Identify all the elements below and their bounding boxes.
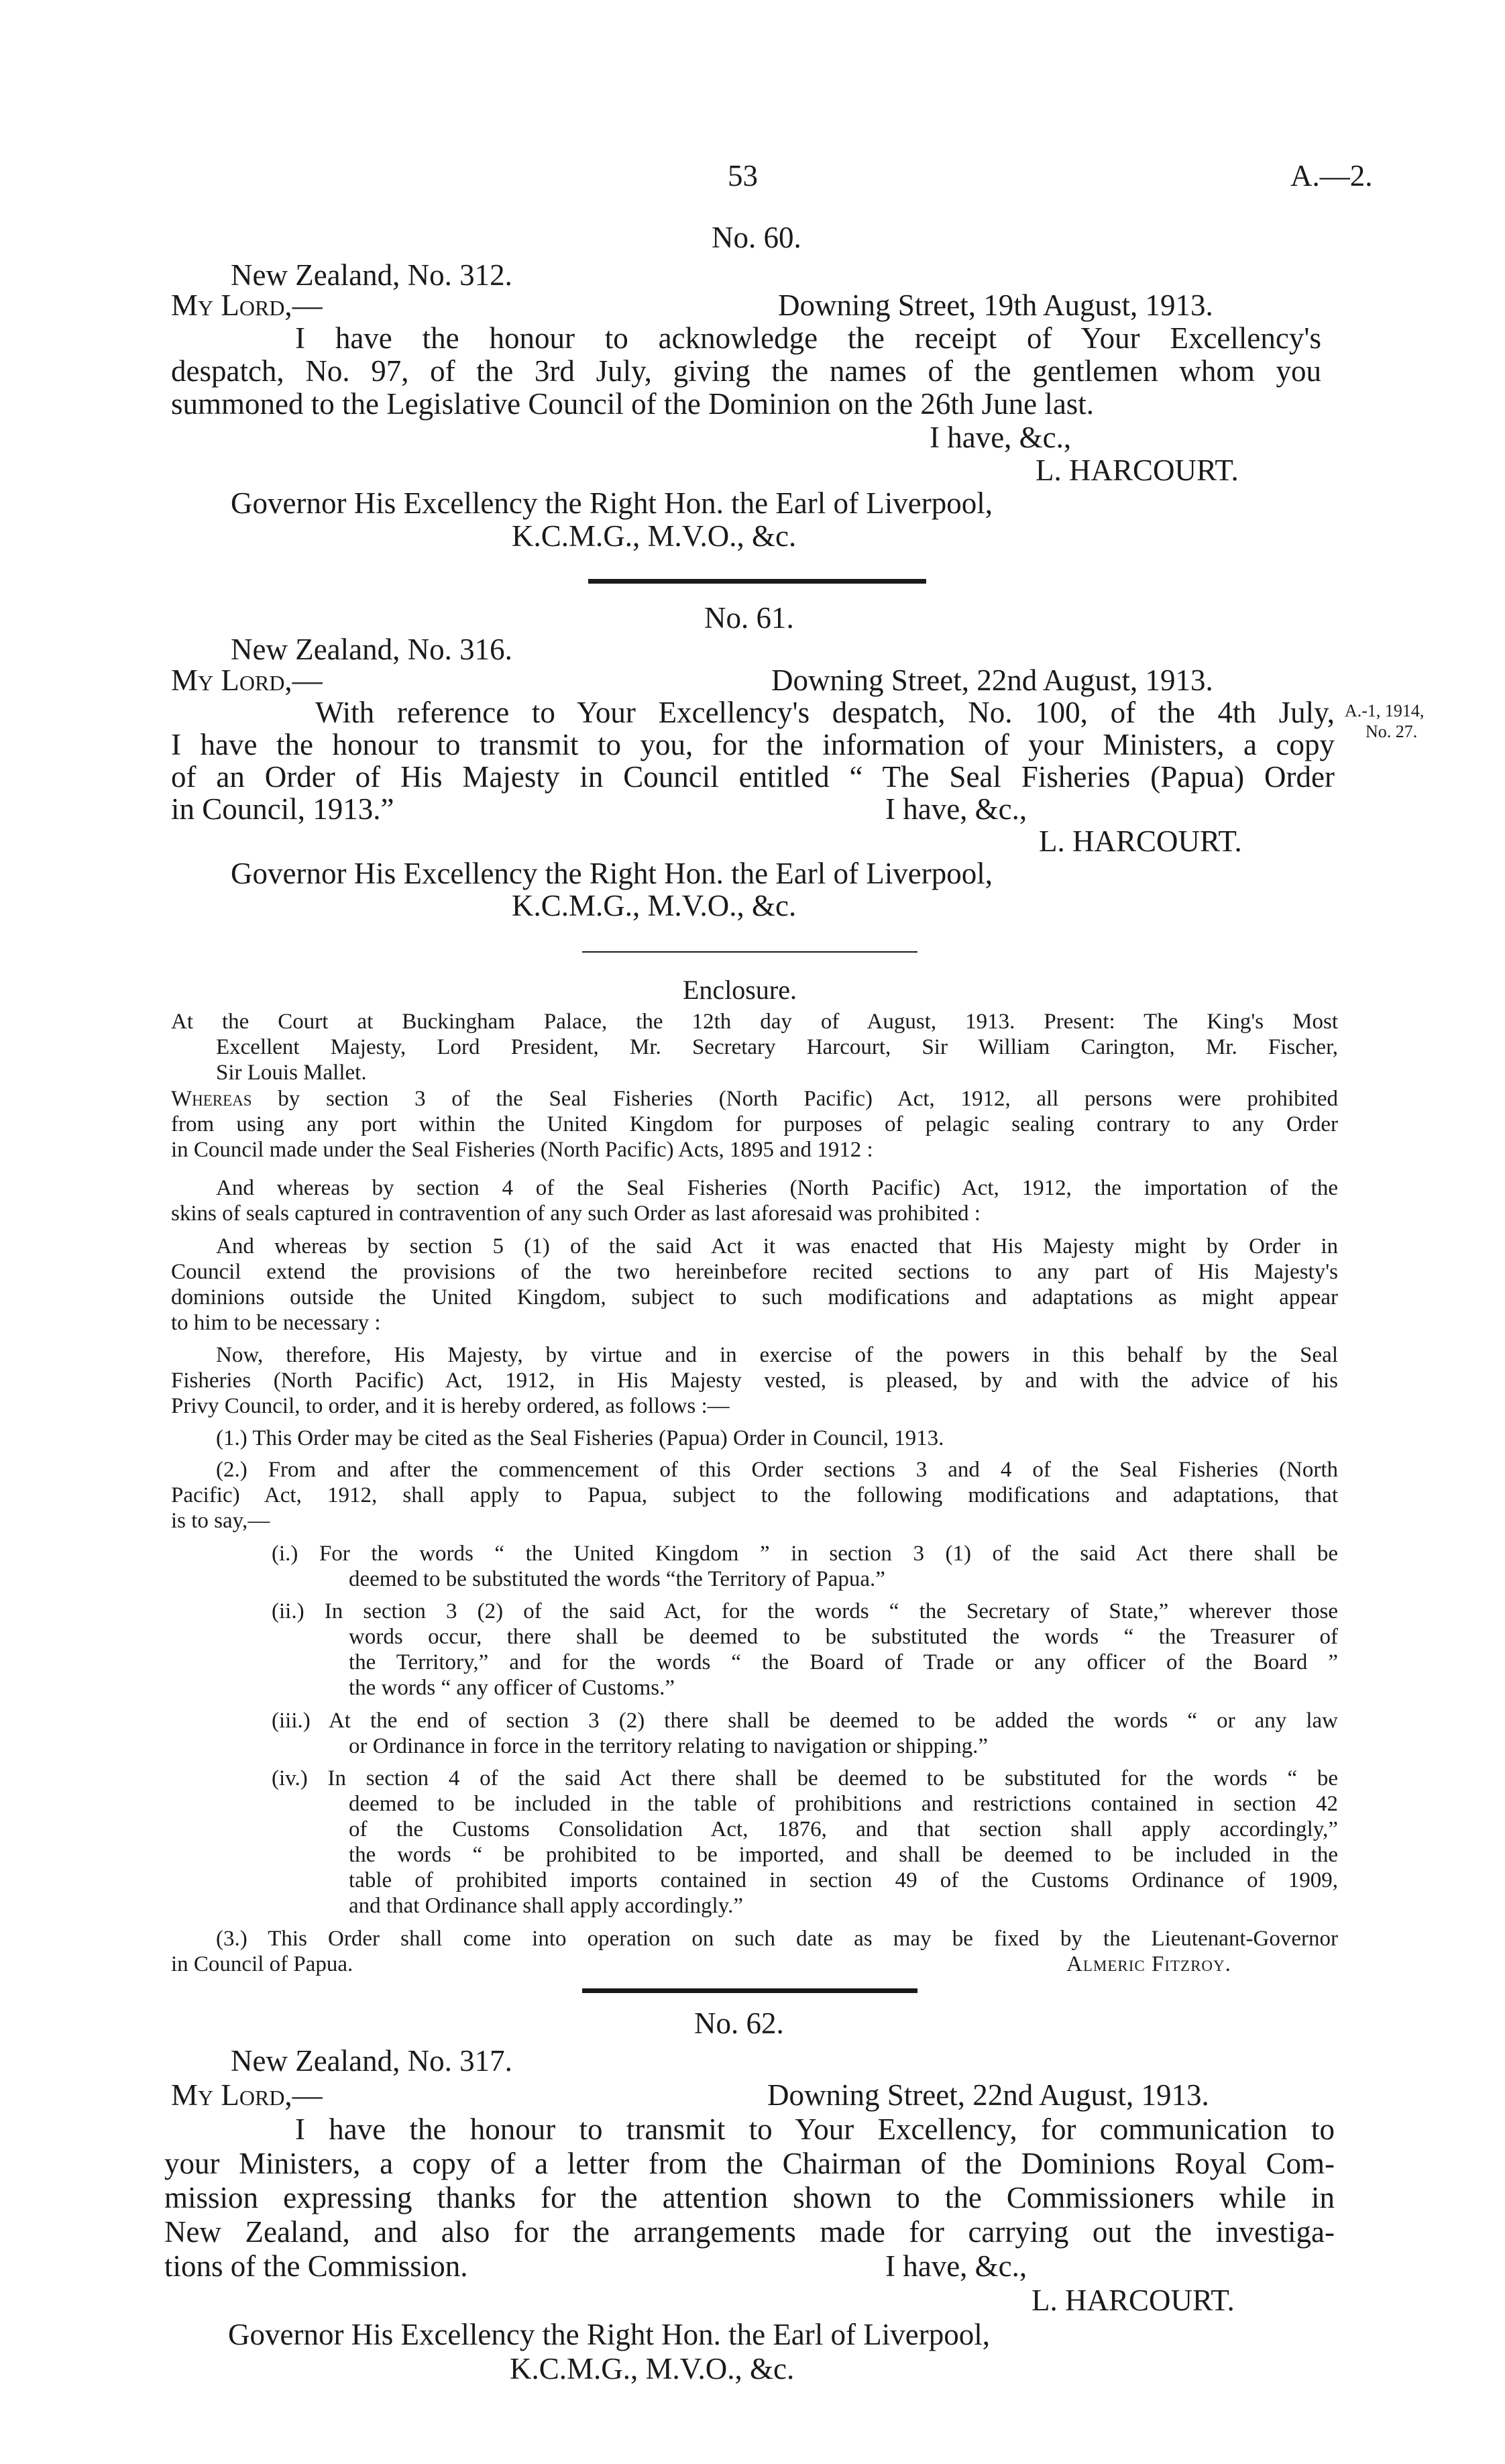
enclosure-line: Excellent Majesty, Lord President, Mr. Secretary Harcourt, Sir William Carington, Mr. Fischer, xyxy=(216,1035,1338,1059)
enclosure-line: And whereas by section 5 (1) of the said Act it was enacted that His Majesty might by Order in xyxy=(216,1234,1338,1258)
enclosure-line: Sir Louis Mallet. xyxy=(216,1061,367,1085)
enclosure-line: (iii.) At the end of section 3 (2) there shall be deemed to be added the words “ or any law xyxy=(272,1709,1338,1733)
enclosure-line: from using any port within the United Kingdom for purposes of pelagic sealing contrary to any Order xyxy=(171,1112,1338,1136)
enclosure-line: table of prohibited imports contained in section 49 of the Customs Ordinance of 1909, xyxy=(349,1868,1338,1892)
section-divider xyxy=(582,1988,917,1993)
letter-body-line: your Ministers, a copy of a letter from the Chairman of the Dominions Royal Com- xyxy=(164,2147,1335,2180)
enclosure-heading: Enclosure. xyxy=(683,975,797,1005)
enclosure-line: deemed to be substituted the words “the Territory of Papua.” xyxy=(349,1567,885,1591)
letter-body-line: I have the honour to acknowledge the receipt of Your Excellency's xyxy=(295,321,1321,355)
closing: I have, &c., xyxy=(930,421,1072,454)
letter-body-line: I have the honour to transmit to Your Excellency, for communication to xyxy=(295,2112,1335,2146)
enclosure-line: in Council made under the Seal Fisheries (North Pacific) Acts, 1895 and 1912 : xyxy=(171,1138,873,1162)
letter-number: No. 62. xyxy=(694,2006,784,2040)
salutation: My Lord,— xyxy=(171,663,323,697)
letter-ref: New Zealand, No. 316. xyxy=(231,633,512,666)
salutation: My Lord,— xyxy=(171,2078,323,2112)
closing: I have, &c., xyxy=(885,2249,1027,2283)
enclosure-line: the Territory,” and for the words “ the Board of Trade or any officer of the Board ” xyxy=(349,1650,1338,1674)
letter-number: No. 61. xyxy=(704,601,794,635)
letter-body-line: in Council, 1913.” xyxy=(171,792,394,826)
addressee: Governor His Excellency the Right Hon. the Earl of Liverpool, xyxy=(228,2318,990,2351)
signature: L. HARCOURT. xyxy=(1039,824,1242,858)
letter-body-line: summoned to the Legislative Council of the Dominion on the 26th June last. xyxy=(171,387,1095,421)
letter-body-line: mission expressing thanks for the attention shown to the Commissioners while in xyxy=(164,2181,1335,2214)
enclosure-line: Privy Council, to order, and it is hereby ordered, as follows :— xyxy=(171,1394,730,1418)
enclosure-line: in Council of Papua. xyxy=(171,1952,353,1976)
addressee-honours: K.C.M.G., M.V.O., &c. xyxy=(512,889,797,922)
salutation: My Lord,— xyxy=(171,288,323,322)
letter-ref: New Zealand, No. 317. xyxy=(231,2044,512,2078)
enclosure-line: deemed to be included in the table of prohibitions and restrictions contained in section 42 xyxy=(349,1792,1338,1816)
closing: I have, &c., xyxy=(885,792,1027,826)
addressee-honours: K.C.M.G., M.V.O., &c. xyxy=(510,2352,795,2386)
enclosure-line: (3.) This Order shall come into operation on such date as may be fixed by the Lieutenant-Governor xyxy=(216,1927,1338,1951)
enclosure-line: Council extend the provisions of the two hereinbefore recited sections to any part of His Majesty's xyxy=(171,1260,1338,1284)
letter-body-line: I have the honour to transmit to you, for the information of your Ministers, a copy xyxy=(171,728,1335,761)
enclosure-line: At the Court at Buckingham Palace, the 12th day of August, 1913. Present: The King's Most xyxy=(171,1010,1338,1034)
margin-note: No. 27. xyxy=(1365,722,1418,741)
enclosure-line: the words “ any officer of Customs.” xyxy=(349,1676,675,1700)
enclosure-line: And whereas by section 4 of the Seal Fisheries (North Pacific) Act, 1912, the importation of the xyxy=(216,1176,1338,1200)
enclosure-line: or Ordinance in force in the territory relating to navigation or shipping.” xyxy=(349,1734,989,1758)
enclosure-line: Pacific) Act, 1912, shall apply to Papua, subject to the following modifications and adaptations, that xyxy=(171,1483,1338,1507)
letter-body-line: tions of the Commission. xyxy=(164,2249,468,2283)
enclosure-line: Whereas by section 3 of the Seal Fisheries (North Pacific) Act, 1912, all persons were prohibited xyxy=(171,1087,1338,1111)
section-divider xyxy=(588,579,926,584)
addressee: Governor His Excellency the Right Hon. the Earl of Liverpool, xyxy=(231,486,993,520)
enclosure-line: (i.) For the words “ the United Kingdom ” in section 3 (1) of the said Act there shall be xyxy=(272,1542,1338,1566)
dateline: Downing Street, 22nd August, 1913. xyxy=(767,2078,1209,2112)
enclosure-line: (1.) This Order may be cited as the Seal Fisheries (Papua) Order in Council, 1913. xyxy=(216,1426,944,1450)
enclosure-line: Now, therefore, His Majesty, by virtue and in exercise of the powers in this behalf by the Seal xyxy=(216,1343,1338,1367)
enclosure-line: to him to be necessary : xyxy=(171,1311,381,1335)
letter-body-line: With reference to Your Excellency's despatch, No. 100, of the 4th July, xyxy=(315,696,1335,729)
enclosure-signatory: Almeric Fitzroy. xyxy=(1066,1952,1231,1976)
enclosure-line: (2.) From and after the commencement of this Order sections 3 and 4 of the Seal Fisheries (North xyxy=(216,1458,1338,1482)
margin-note: A.-1, 1914, xyxy=(1345,701,1425,720)
addressee-honours: K.C.M.G., M.V.O., &c. xyxy=(512,519,797,553)
page-number: 53 xyxy=(728,159,758,193)
letter-ref: New Zealand, No. 312. xyxy=(231,258,512,292)
addressee: Governor His Excellency the Right Hon. the Earl of Liverpool, xyxy=(231,857,993,890)
dateline: Downing Street, 22nd August, 1913. xyxy=(771,663,1213,697)
enclosure-line: of the Customs Consolidation Act, 1876, and that section shall apply accordingly,” xyxy=(349,1817,1338,1841)
letter-number: No. 60. xyxy=(712,221,801,254)
enclosure-line: (iv.) In section 4 of the said Act there shall be deemed to be substituted for the words “ be xyxy=(272,1766,1338,1790)
enclosure-line: (ii.) In section 3 (2) of the said Act, for the words “ the Secretary of State,” wherever those xyxy=(272,1599,1338,1623)
enclosure-line: and that Ordinance shall apply accordingly.” xyxy=(349,1894,743,1918)
letter-body-line: New Zealand, and also for the arrangements made for carrying out the investiga- xyxy=(164,2215,1335,2249)
enclosure-line: Fisheries (North Pacific) Act, 1912, in His Majesty vested, is pleased, by and with the advice of his xyxy=(171,1369,1338,1393)
enclosure-divider xyxy=(582,951,917,953)
letter-body-line: of an Order of His Majesty in Council entitled “ The Seal Fisheries (Papua) Order xyxy=(171,760,1335,794)
series-label: A.—2. xyxy=(1290,159,1373,193)
letter-body-line: despatch, No. 97, of the 3rd July, giving the names of the gentlemen whom you xyxy=(171,354,1321,388)
enclosure-line: the words “ be prohibited to be imported, and shall be deemed to be included in the xyxy=(349,1843,1338,1867)
enclosure-line: words occur, there shall be deemed to be substituted the words “ the Treasurer of xyxy=(349,1625,1338,1649)
enclosure-line: dominions outside the United Kingdom, subject to such modifications and adaptations as might appear xyxy=(171,1285,1338,1309)
enclosure-line: skins of seals captured in contravention of any such Order as last aforesaid was prohibited : xyxy=(171,1201,981,1226)
signature: L. HARCOURT. xyxy=(1032,2284,1235,2317)
enclosure-line: is to say,— xyxy=(171,1509,270,1533)
dateline: Downing Street, 19th August, 1913. xyxy=(778,288,1213,322)
signature: L. HARCOURT. xyxy=(1036,453,1239,487)
